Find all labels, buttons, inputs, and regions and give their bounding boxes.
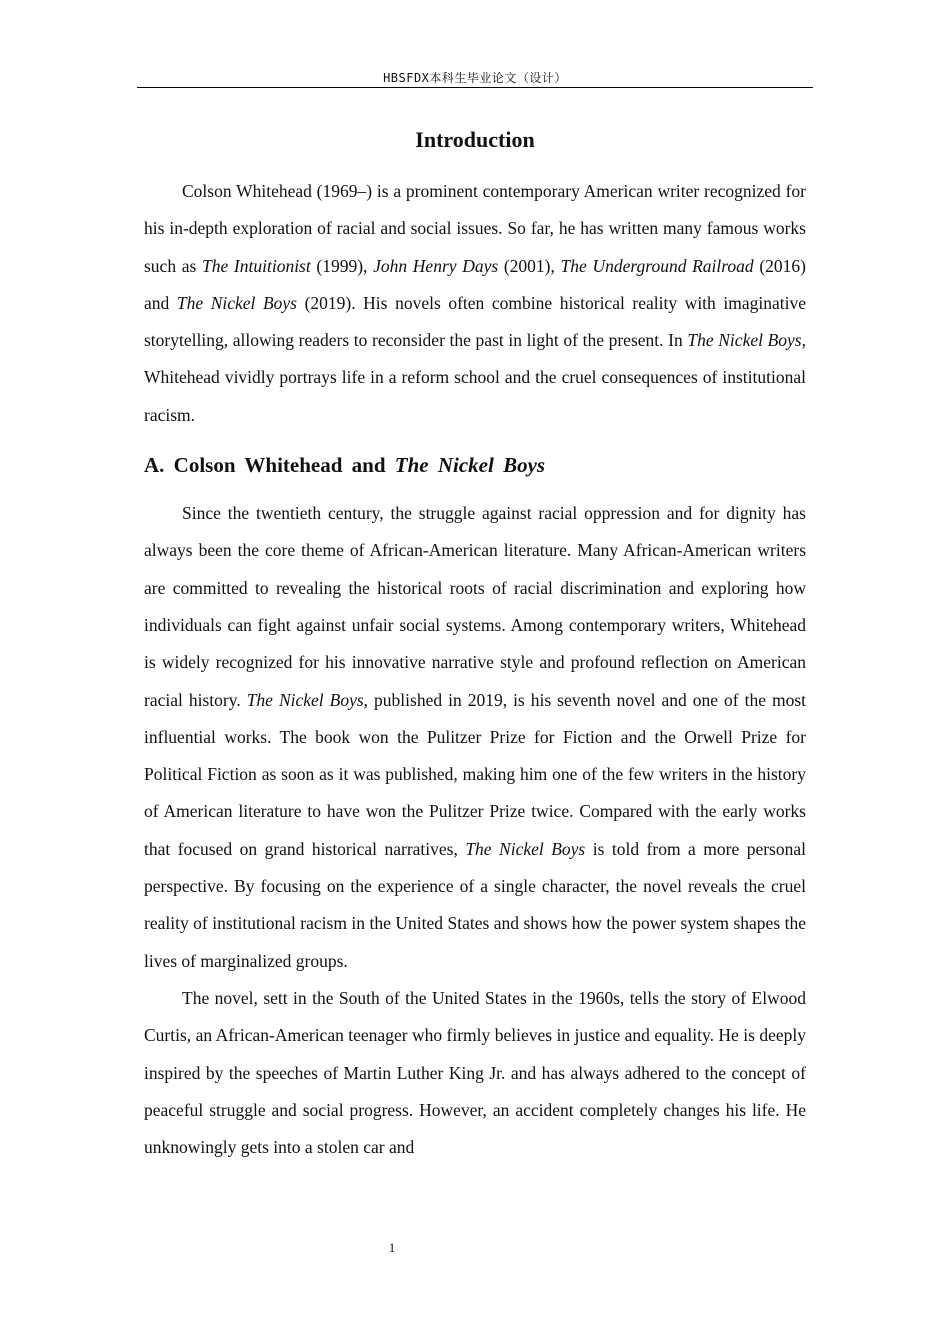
intro-text-6: , Whitehead vividly portrays life in a reform school and the cruel consequences of institutional racism. [144,330,806,425]
intro-text-4: (2016) and [144,255,807,313]
section-a-text-1: Since the twentieth century, the struggle against racial oppression and for dignity has always been the core theme of African-American literature. Many African-American writers are committed to revealing the historical roots of racial discrimination and exploring how individuals can fight against unfair social systems. Among contemporary writers, Whitehead is widely recognized for his innovative narrative style and profound reflection on American racial history. [144,503,806,710]
work-title-underground-railroad: The Underground Railroad [560,255,754,276]
work-title-intuitionist: The Intuitionist [202,255,311,276]
intro-text-2: (1999), [310,255,374,276]
section-a-text-2: , published in 2019, is his seventh novel and one of the most influential works. The book won the Pulitzer Prize for Fiction and the Orwell Prize for Political Fiction as soon as it was published, making him one of the few writers in the history of American literature to have won the Pulitzer Prize twice. Compared with the early works that focused on grand historical narratives, [144,689,806,859]
work-title-nickel-boys: The Nickel Boys [176,292,297,313]
section-a-title-2: The Nickel Boys [465,838,586,859]
section-a-title-1: The Nickel Boys [246,689,364,710]
page-number: 1 [388,1240,396,1255]
work-title-nickel-boys-2: The Nickel Boys [687,330,802,351]
intro-paragraph [144,173,806,434]
intro-text-1: Colson Whitehead (1969–) is a prominent contemporary American writer recognized for his in-depth exploration of racial and social issues. So far, he has written many famous works such as [144,181,806,276]
section-a-text-3: is told from a more personal perspective. By focusing on the experience of a single character, the novel reveals the cruel reality of institutional racism in the United States and shows how the power system shapes the lives of marginalized groups. [144,838,806,971]
section-a-paragraph-1 [144,495,806,980]
intro-text-3: (2001), [498,255,561,276]
section-heading-a [144,447,806,483]
page-content [144,121,806,1166]
section-heading-prefix: A. Colson Whitehead and [144,453,395,478]
section-heading-title: The Nickel Boys [394,453,546,478]
page-title: Introduction [415,127,535,152]
page-header: HBSFDX本科生毕业论文（设计） [383,71,567,85]
work-title-john-henry-days: John Henry Days [373,255,499,276]
intro-text-5: (2019). His novels often combine historical reality with imaginative storytelling, allowing readers to reconsider the past in light of the present. In [144,292,806,351]
section-a-paragraph-2: The novel, sett in the South of the United States in the 1960s, tells the story of Elwood Curtis, an African-American teenager who firmly believes in justice and equality. He is deeply inspired by the speeches of Martin Luther King Jr. and has always adhered to the concept of peaceful struggle and social progress. However, an accident completely changes his life. He unknowingly gets into a stolen car and [144,987,806,1158]
header-rule [137,87,813,88]
